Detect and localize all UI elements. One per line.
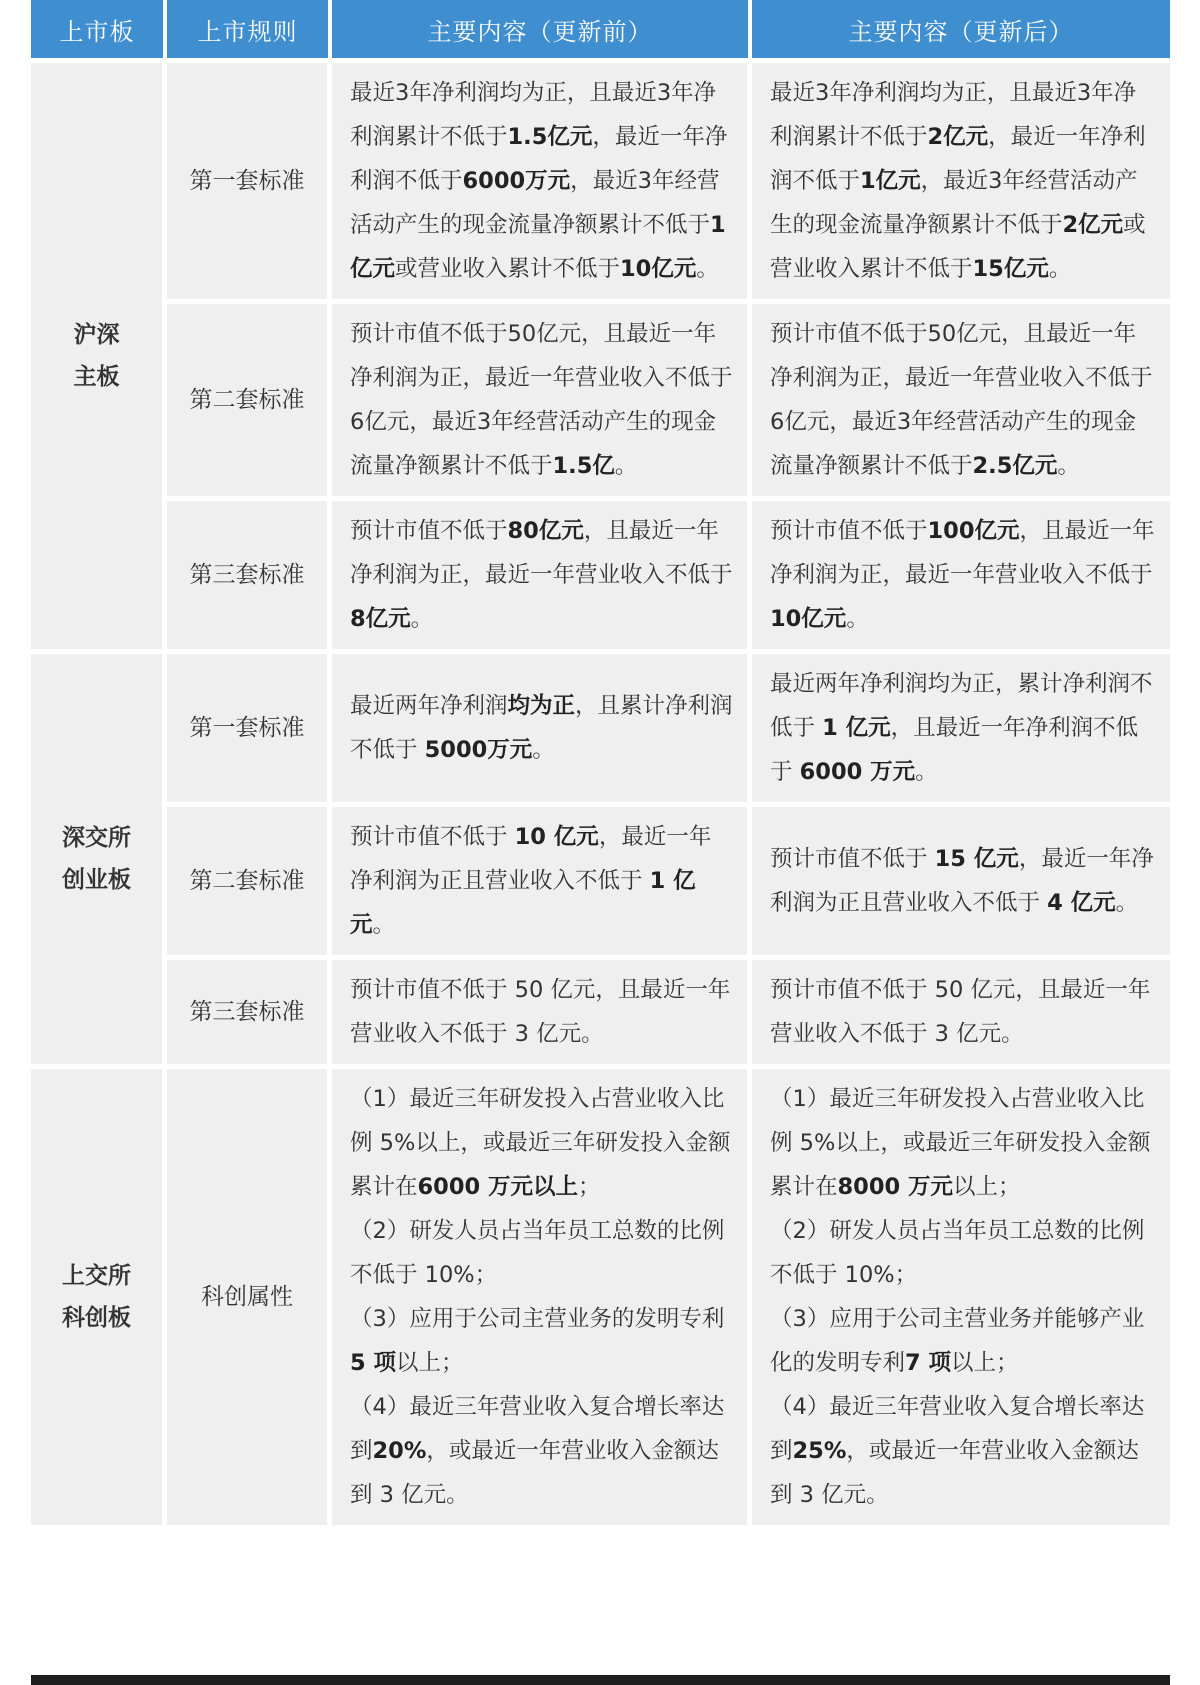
highlighted-value: 25% (792, 1438, 847, 1464)
content-text: ； (577, 1174, 601, 1200)
content-after-cell (752, 58, 1170, 304)
board-name-line: 主板 (73, 364, 120, 390)
rule-name-cell: 科创属性 (167, 1069, 332, 1530)
content-text: ，最近一年净利润不低于 (350, 124, 728, 194)
highlighted-value: 1亿元 (350, 212, 726, 282)
rule-name-cell: 第二套标准 (167, 304, 332, 501)
content-text: ，且累计净利润不低于 (350, 693, 733, 763)
rule-name-cell: 第一套标准 (167, 58, 332, 304)
content-after-cell (752, 654, 1170, 807)
content-text: 预计市值不低于 50 亿元，且最近一年营业收入不低于 3 亿元。 (770, 977, 1151, 1047)
content-before-cell (332, 654, 752, 807)
highlighted-value: 1 亿元 (822, 715, 891, 741)
content-text: 。 (696, 256, 719, 282)
content-text: ，最近一年净利润不低于 (770, 124, 1146, 194)
content-text: 以上； (396, 1350, 464, 1376)
bottom-divider (31, 1675, 1170, 1685)
highlighted-value: 1.5亿元 (507, 124, 593, 150)
highlighted-value: 8亿元 (350, 606, 411, 632)
content-text: 。 (846, 606, 869, 632)
highlighted-value: 15亿元 (972, 256, 1049, 282)
listing-rules-table (31, 0, 1170, 1530)
highlighted-value: 80亿元 (507, 518, 584, 544)
content-text: 预计市值不低于 (770, 518, 928, 544)
content-text: 预计市值不低于 (350, 518, 508, 544)
table-body (31, 58, 1170, 1530)
content-after-cell (752, 501, 1170, 654)
board-name-line: 深交所 (62, 825, 131, 851)
content-after-cell (752, 304, 1170, 501)
table-row (31, 654, 1170, 807)
content-text: 或营业收入累计不低于 (770, 212, 1146, 282)
content-text: ，且最近一年净利润不低于 (770, 715, 1139, 785)
highlighted-value: 2亿元 (927, 124, 989, 150)
content-text: 预计市值不低于 50 亿元，且最近一年营业收入不低于 3 亿元。 (350, 977, 731, 1047)
board-name-line: 沪深 (73, 322, 120, 348)
header-rule: 上市规则 (167, 0, 332, 58)
content-text: 。 (372, 912, 396, 938)
highlighted-value: 7 项 (905, 1350, 952, 1376)
content-text: 。 (1048, 256, 1072, 282)
content-text: ，或最近一年营业收入金额达到 3 亿元。 (770, 1438, 1139, 1508)
content-text: （3）应用于公司主营业务的发明专利 (350, 1306, 725, 1332)
board-name-line: 科创板 (62, 1305, 131, 1331)
content-text: ，最近一年净利润为正且营业收入不低于 (770, 846, 1154, 916)
content-before-cell (332, 807, 752, 960)
content-text: 以上； (952, 1174, 1021, 1200)
highlighted-value: 6000 万元以上 (417, 1174, 578, 1200)
content-text: 。 (1057, 453, 1080, 479)
content-before-cell (332, 960, 752, 1069)
content-text: （1）最近三年研发投入占营业收入比例 5%以上，或最近三年研发投入金额累计在 (350, 1086, 731, 1200)
header-content-before: 主要内容（更新前） (332, 0, 752, 58)
content-text: （4）最近三年营业收入复合增长率达到 (770, 1394, 1145, 1464)
content-text: 或营业收入累计不低于 (395, 256, 621, 282)
table-row (31, 304, 1170, 501)
content-text: 最近3年净利润均为正，且最近3年净利润累计不低于 (350, 80, 717, 150)
board-name-cell (31, 654, 167, 1069)
highlighted-value: 4 亿元 (1047, 890, 1116, 916)
content-text: 最近两年净利润 (350, 693, 508, 719)
content-after-cell (752, 1069, 1170, 1530)
content-before-cell (332, 1069, 752, 1530)
highlighted-value: 10亿元 (620, 256, 697, 282)
rule-name-cell: 第三套标准 (167, 501, 332, 654)
highlighted-value: 100亿元 (927, 518, 1020, 544)
content-text: 。 (410, 606, 434, 632)
content-text: 。 (1115, 890, 1139, 916)
board-name-line: 创业板 (62, 867, 131, 893)
highlighted-value: 2亿元 (1062, 212, 1124, 238)
content-text: 。 (614, 453, 638, 479)
highlighted-value: 1 亿元 (350, 868, 696, 938)
rule-name-cell: 第二套标准 (167, 807, 332, 960)
content-text: ，且最近一年净利润为正，最近一年营业收入不低于 (770, 518, 1155, 588)
content-after-cell (752, 807, 1170, 960)
table-row (31, 807, 1170, 960)
highlighted-value: 1.5亿 (552, 453, 615, 479)
content-text: 以上； (951, 1350, 1019, 1376)
content-text: ，且最近一年净利润为正，最近一年营业收入不低于 (350, 518, 733, 588)
content-text: 预计市值不低于 (770, 846, 935, 872)
highlighted-value: 6000万元 (462, 168, 571, 194)
content-text: 最近3年净利润均为正，且最近3年净利润累计不低于 (770, 80, 1137, 150)
board-name-cell (31, 1069, 167, 1530)
content-text: 最近两年净利润均为正，累计净利润不低于 (770, 671, 1153, 741)
content-text: 预计市值不低于50亿元，且最近一年净利润为正，最近一年营业收入不低于6亿元，最近3年经营活动产生的现金流量净额累计不低于 (350, 321, 733, 479)
header-board: 上市板 (31, 0, 167, 58)
highlighted-value: 10 亿元 (514, 824, 599, 850)
highlighted-value: 1亿元 (860, 168, 921, 194)
highlighted-value: 5000万元 (424, 737, 533, 763)
content-text: ，最近3年经营活动产生的现金流量净额累计不低于 (770, 168, 1138, 238)
highlighted-value: 5 项 (350, 1350, 396, 1376)
table-row (31, 501, 1170, 654)
content-text: 预计市值不低于 (350, 824, 515, 850)
table-row (31, 960, 1170, 1069)
content-before-cell (332, 304, 752, 501)
board-name-line: 上交所 (62, 1263, 131, 1289)
rule-name-cell: 第三套标准 (167, 960, 332, 1069)
table-row (31, 1069, 1170, 1530)
highlighted-value: 10亿元 (770, 606, 847, 632)
table-header-row (31, 0, 1170, 58)
highlighted-value: 20% (372, 1438, 427, 1464)
header-content-after: 主要内容（更新后） (752, 0, 1170, 58)
content-text: 。 (532, 737, 555, 763)
content-before-cell (332, 501, 752, 654)
content-before-cell (332, 58, 752, 304)
content-text: 。 (915, 759, 938, 785)
content-text: （3）应用于公司主营业务并能够产业化的发明专利 (770, 1306, 1145, 1376)
highlighted-value: 6000 万元 (799, 759, 916, 785)
content-text: （1）最近三年研发投入占营业收入比例 5%以上，或最近三年研发投入金额累计在 (770, 1086, 1151, 1200)
content-text: ，或最近一年营业收入金额达到 3 亿元。 (350, 1438, 719, 1508)
content-text: （2）研发人员占当年员工总数的比例不低于 10%； (350, 1218, 725, 1288)
table-row (31, 58, 1170, 304)
highlighted-value: 均为正 (507, 693, 576, 719)
rule-name-cell: 第一套标准 (167, 654, 332, 807)
content-text: ，最近一年净利润为正且营业收入不低于 (350, 824, 712, 894)
content-after-cell (752, 960, 1170, 1069)
content-text: ，最近3年经营活动产生的现金流量净额累计不低于 (350, 168, 720, 238)
board-name-cell (31, 58, 167, 654)
content-text: （2）研发人员占当年员工总数的比例不低于 10%； (770, 1218, 1145, 1288)
highlighted-value: 8000 万元 (837, 1174, 953, 1200)
content-text: （4）最近三年营业收入复合增长率达到 (350, 1394, 725, 1464)
content-text: 预计市值不低于50亿元，且最近一年净利润为正，最近一年营业收入不低于6亿元，最近3年经营活动产生的现金流量净额累计不低于 (770, 321, 1153, 479)
highlighted-value: 2.5亿元 (972, 453, 1058, 479)
highlighted-value: 15 亿元 (934, 846, 1019, 872)
